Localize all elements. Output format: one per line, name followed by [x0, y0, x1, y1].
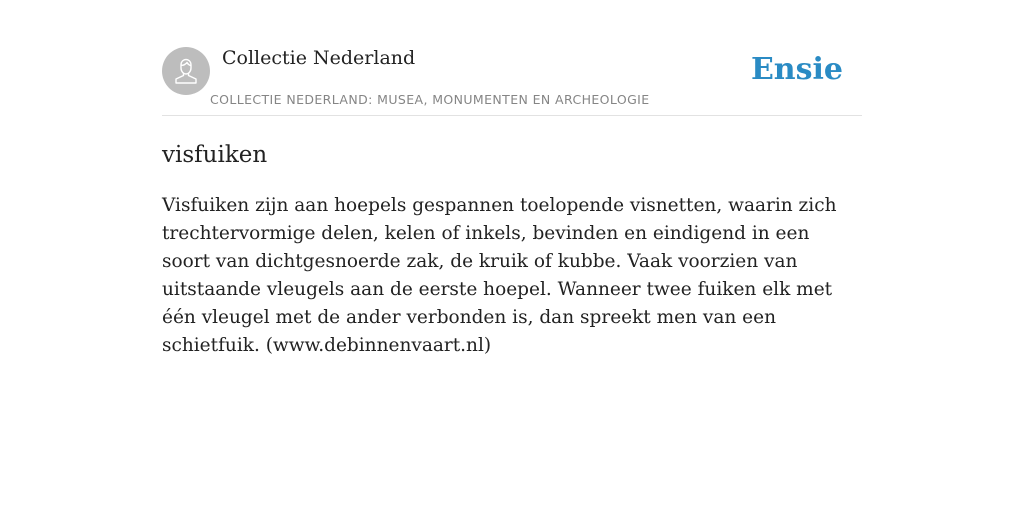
content-container: [162, 0, 862, 356]
author-name[interactable]: Collectie Nederland: [222, 47, 416, 69]
entry-header: [162, 0, 862, 116]
entry-term: visfuiken: [162, 142, 268, 168]
user-silhouette-icon: [171, 56, 201, 86]
brand-logo[interactable]: Ensie: [750, 52, 843, 87]
entry-definition: Visfuiken zijn aan hoepels gespannen toelopende visnetten, waarin zich trechtervormige delen, kelen of inkels, bevinden en eindigend in een soort van dichtgesnoerde zak, de kruik of kubbe. Vaak voorzien van uitstaande vleugels aan de eerste hoepel. Wanneer twee fuiken elk met één vleugel met de ander verbonden is, dan spreekt men van een schietfuik. (www.debinnenvaart.nl): [162, 195, 837, 356]
author-subtitle[interactable]: COLLECTIE NEDERLAND: MUSEA, MONUMENTEN EN ARCHEOLOGIE: [210, 92, 650, 107]
author-avatar[interactable]: [162, 47, 210, 95]
